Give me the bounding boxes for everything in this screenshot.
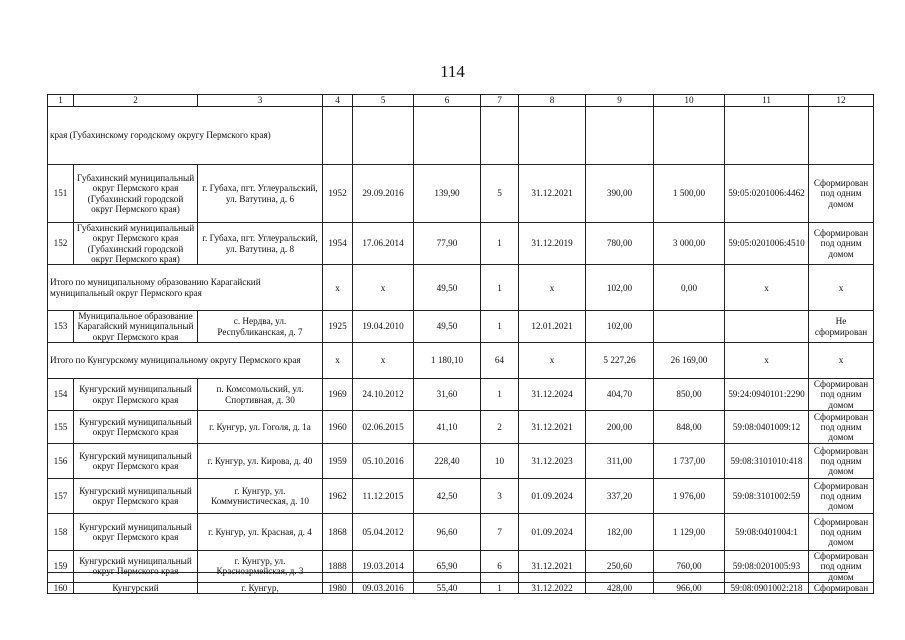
table-cell: 200,00: [586, 410, 654, 443]
table-cell: 24.10.2012: [353, 379, 414, 411]
table-cell: 139,90: [414, 165, 481, 223]
empty-cell: [414, 107, 481, 165]
column-number-cell: 1: [48, 95, 74, 107]
table-cell: Сформирован под одним домом: [809, 478, 874, 513]
subtotal-value-cell: x: [353, 343, 414, 379]
table-cell: г. Кунгур, ул. Красная, д. 4: [198, 513, 323, 550]
subtotal-value-cell: 5 227,26: [586, 343, 654, 379]
table-cell: 1960: [323, 410, 353, 443]
table-cell: Губахинский муниципальный округ Пермского края (Губахинский городской округ Пермского края): [74, 223, 198, 265]
table-cell: 01.09.2024: [519, 478, 586, 513]
table-row: [48, 513, 874, 550]
subtotal-value-cell: 1 180,10: [414, 343, 481, 379]
table-cell: 250,60: [586, 550, 654, 582]
table-row: [48, 582, 874, 593]
table-cell: [725, 311, 809, 343]
table-cell: Сформирован: [809, 582, 874, 593]
empty-cell: [725, 107, 809, 165]
table-cell: [654, 311, 725, 343]
table-cell: 31.12.2019: [519, 223, 586, 265]
subtotal-row: [48, 343, 874, 379]
table-cell: 05.04.2012: [353, 513, 414, 550]
table-cell: 49,50: [414, 311, 481, 343]
table-cell: 59:05:0201006:4510: [725, 223, 809, 265]
table-cell: г. Губаха, пгт. Углеуральский, ул. Ватутина, д. 6: [198, 165, 323, 223]
table-cell: Сформирован под одним домом: [809, 165, 874, 223]
table-cell: Кунгурский муниципальный округ Пермского края: [74, 379, 198, 411]
table-cell: 3 000,00: [654, 223, 725, 265]
table-cell: 31.12.2021: [519, 165, 586, 223]
table-cell: 966,00: [654, 582, 725, 593]
table-cell: Кунгурский муниципальный округ Пермского края: [74, 478, 198, 513]
column-number-cell: 4: [323, 95, 353, 107]
empty-cell: [654, 107, 725, 165]
subtotal-value-cell: 49,50: [414, 265, 481, 311]
subtotal-label-cell: Итого по Кунгурскому муниципальному округу Пермского края: [48, 343, 323, 379]
page-number: 114: [440, 62, 465, 81]
table-row: [48, 478, 874, 513]
subtotal-value-cell: x: [809, 343, 874, 379]
table-cell: 848,00: [654, 410, 725, 443]
table-cell: Губахинский муниципальный округ Пермского края (Губахинский городской округ Пермского края): [74, 165, 198, 223]
table-cell: 19.04.2010: [353, 311, 414, 343]
table-cell: 1962: [323, 478, 353, 513]
table-cell: 59:24:0940101:2290: [725, 379, 809, 411]
table-cell: 11.12.2015: [353, 478, 414, 513]
column-number-cell: 7: [481, 95, 519, 107]
table-cell: 155: [48, 410, 74, 443]
table-row: [48, 550, 874, 582]
table-cell: 311,00: [586, 443, 654, 478]
group-caption-cell: края (Губахинскому городскому округу Пермского края): [48, 107, 323, 165]
table-cell: 7: [481, 513, 519, 550]
table-cell: 1 976,00: [654, 478, 725, 513]
table-cell: 41,10: [414, 410, 481, 443]
table-cell: Сформирован под одним домом: [809, 513, 874, 550]
table-cell: Сформирован под одним домом: [809, 223, 874, 265]
table-cell: Сформирован под одним домом: [809, 443, 874, 478]
table-cell: 05.10.2016: [353, 443, 414, 478]
subtotal-label-cell: Итого по муниципальному образованию Карагайский муниципальный округ Пермского края: [48, 265, 323, 311]
table-cell: 3: [481, 478, 519, 513]
table-cell: 337,20: [586, 478, 654, 513]
table-cell: 77,90: [414, 223, 481, 265]
table-cell: 1888: [323, 550, 353, 582]
empty-cell: [809, 107, 874, 165]
column-number-cell: 3: [198, 95, 323, 107]
table-cell: 42,50: [414, 478, 481, 513]
table-cell: Сформирован под одним домом: [809, 379, 874, 411]
table-cell: 12.01.2021: [519, 311, 586, 343]
table-row: [48, 311, 874, 343]
subtotal-value-cell: x: [323, 343, 353, 379]
table-cell: 55,40: [414, 582, 481, 593]
table-cell: 1: [481, 223, 519, 265]
subtotal-value-cell: x: [323, 265, 353, 311]
table-cell: 31.12.2023: [519, 443, 586, 478]
table-cell: 850,00: [654, 379, 725, 411]
table-cell: Сформирован под одним домом: [809, 410, 874, 443]
table-row: [48, 443, 874, 478]
table-cell: Кунгурский муниципальный округ Пермского края: [74, 550, 198, 582]
subtotal-value-cell: x: [725, 343, 809, 379]
table-cell: Не сформирован: [809, 311, 874, 343]
table-cell: 404,70: [586, 379, 654, 411]
table-cell: Кунгурский: [74, 582, 198, 593]
table-cell: 01.09.2024: [519, 513, 586, 550]
table-cell: 1: [481, 311, 519, 343]
table-cell: 2: [481, 410, 519, 443]
table-cell: 158: [48, 513, 74, 550]
column-number-cell: 6: [414, 95, 481, 107]
column-number-cell: 11: [725, 95, 809, 107]
table-cell: с. Нердва, ул. Республиканская, д. 7: [198, 311, 323, 343]
empty-cell: [323, 107, 353, 165]
column-number-cell: 2: [74, 95, 198, 107]
table-cell: 31.12.2022: [519, 582, 586, 593]
table-cell: 1959: [323, 443, 353, 478]
table-cell: 59:08:3101010:418: [725, 443, 809, 478]
table-cell: Муниципальное образование Карагайский муниципальный округ Пермского края: [74, 311, 198, 343]
table-cell: 17.06.2014: [353, 223, 414, 265]
table-cell: 102,00: [586, 311, 654, 343]
subtotal-value-cell: 26 169,00: [654, 343, 725, 379]
subtotal-value-cell: 0,00: [654, 265, 725, 311]
table-cell: 1954: [323, 223, 353, 265]
column-number-cell: 5: [353, 95, 414, 107]
table-cell: 152: [48, 223, 74, 265]
table-cell: 31.12.2021: [519, 550, 586, 582]
table-cell: 1952: [323, 165, 353, 223]
subtotal-value-cell: x: [725, 265, 809, 311]
table-cell: 228,40: [414, 443, 481, 478]
subtotal-value-cell: 64: [481, 343, 519, 379]
table-row: [48, 223, 874, 265]
table-cell: 182,00: [586, 513, 654, 550]
page-cut-line: [47, 572, 848, 573]
table-cell: 59:05:0201006:4462: [725, 165, 809, 223]
table-cell: г. Губаха, пгт. Углеуральский, ул. Ватутина, д. 8: [198, 223, 323, 265]
table-cell: 6: [481, 550, 519, 582]
table-cell: 31.12.2021: [519, 410, 586, 443]
table-cell: 19.03.2014: [353, 550, 414, 582]
table-cell: 31.12.2024: [519, 379, 586, 411]
table-cell: 65,90: [414, 550, 481, 582]
table-cell: 96,60: [414, 513, 481, 550]
table-cell: 1868: [323, 513, 353, 550]
table-cell: 160: [48, 582, 74, 593]
subtotal-value-cell: x: [809, 265, 874, 311]
table-row: [48, 379, 874, 411]
table-cell: 760,00: [654, 550, 725, 582]
subtotal-value-cell: 1: [481, 265, 519, 311]
table-cell: 1969: [323, 379, 353, 411]
group-caption-row: [48, 107, 874, 165]
table-cell: Кунгурский муниципальный округ Пермского края: [74, 513, 198, 550]
empty-cell: [586, 107, 654, 165]
table-cell: 156: [48, 443, 74, 478]
table-cell: Кунгурский муниципальный округ Пермского края: [74, 410, 198, 443]
table-row: [48, 410, 874, 443]
table-cell: 1925: [323, 311, 353, 343]
table-cell: 1: [481, 379, 519, 411]
table-cell: п. Комсомольский, ул. Спортивная, д. 30: [198, 379, 323, 411]
table-cell: 59:08:3101002:59: [725, 478, 809, 513]
table-cell: 1: [481, 582, 519, 593]
table-cell: 157: [48, 478, 74, 513]
table-row: [48, 165, 874, 223]
table-cell: г. Кунгур, ул. Кирова, д. 40: [198, 443, 323, 478]
table-cell: 59:08:0401009:12: [725, 410, 809, 443]
column-number-cell: 8: [519, 95, 586, 107]
empty-cell: [481, 107, 519, 165]
column-number-cell: 10: [654, 95, 725, 107]
table-cell: 29.09.2016: [353, 165, 414, 223]
subtotal-value-cell: x: [353, 265, 414, 311]
subtotal-row: [48, 265, 874, 311]
table-cell: 31,60: [414, 379, 481, 411]
registry-table: [47, 94, 874, 594]
table-cell: 10: [481, 443, 519, 478]
table-cell: 154: [48, 379, 74, 411]
column-number-cell: 12: [809, 95, 874, 107]
empty-cell: [353, 107, 414, 165]
table-cell: 1980: [323, 582, 353, 593]
table-cell: 390,00: [586, 165, 654, 223]
table-cell: 153: [48, 311, 74, 343]
table-cell: 780,00: [586, 223, 654, 265]
table-cell: 1 737,00: [654, 443, 725, 478]
table-cell: г. Кунгур,: [198, 582, 323, 593]
table-cell: 59:08:0401004:1: [725, 513, 809, 550]
subtotal-value-cell: x: [519, 343, 586, 379]
table-cell: Кунгурский муниципальный округ Пермского края: [74, 443, 198, 478]
subtotal-value-cell: 102,00: [586, 265, 654, 311]
table-cell: 5: [481, 165, 519, 223]
empty-cell: [519, 107, 586, 165]
table-cell: 59:08:0201005:93: [725, 550, 809, 582]
table-cell: г. Кунгур, ул. Красноармейская, д. 3: [198, 550, 323, 582]
column-number-cell: 9: [586, 95, 654, 107]
table-cell: 1 500,00: [654, 165, 725, 223]
table-cell: 151: [48, 165, 74, 223]
table-cell: 1 129,00: [654, 513, 725, 550]
table-header-row: [48, 95, 874, 107]
table-cell: 159: [48, 550, 74, 582]
table-cell: 02.06.2015: [353, 410, 414, 443]
table-cell: г. Кунгур, ул. Гоголя, д. 1а: [198, 410, 323, 443]
subtotal-value-cell: x: [519, 265, 586, 311]
table-cell: Сформирован под одним домом: [809, 550, 874, 582]
table-cell: г. Кунгур, ул. Коммунистическая, д. 10: [198, 478, 323, 513]
table-cell: 59:08:0901002:218: [725, 582, 809, 593]
table-cell: 09.03.2016: [353, 582, 414, 593]
table-cell: 428,00: [586, 582, 654, 593]
